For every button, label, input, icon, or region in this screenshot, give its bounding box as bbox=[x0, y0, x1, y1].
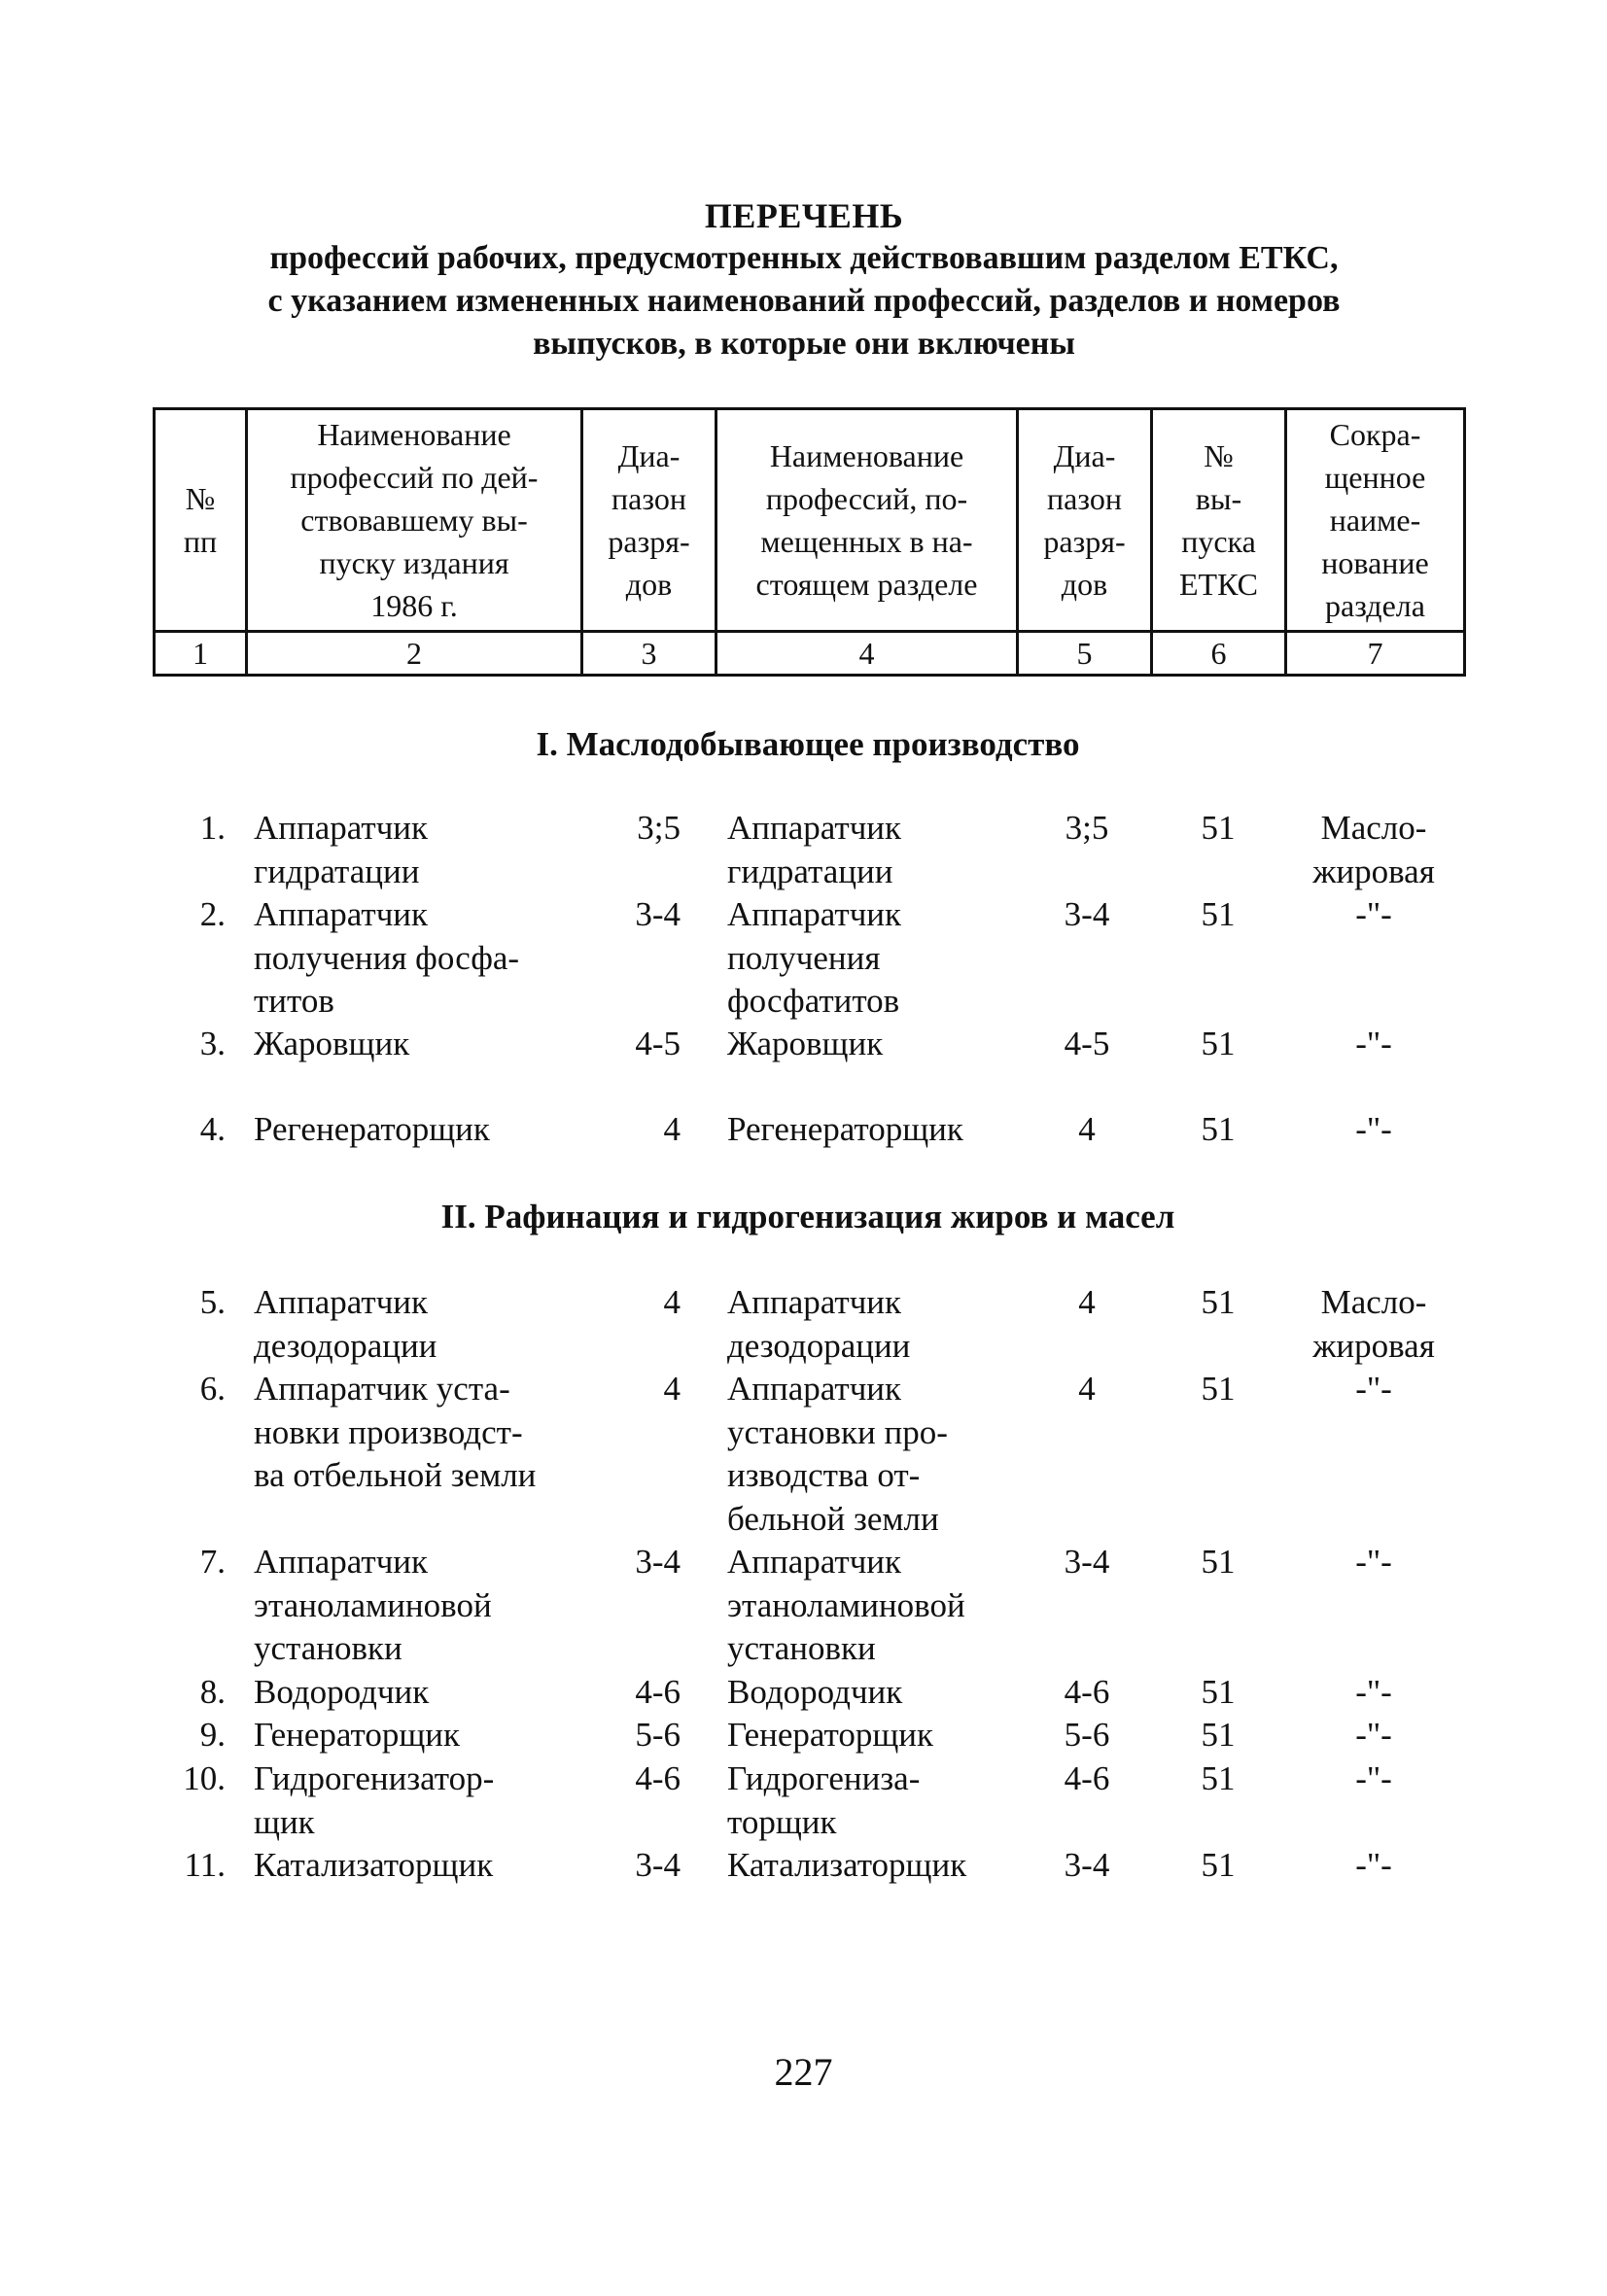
row-number: 7. bbox=[199, 1543, 226, 1581]
col-number: 4 bbox=[716, 632, 1018, 676]
document-title bbox=[146, 194, 1462, 365]
old-range: 3;5 bbox=[637, 809, 681, 847]
issue-number: 51 bbox=[1201, 809, 1236, 847]
old-profession-name: Аппаратчик получения фосфа- титов bbox=[254, 895, 520, 1020]
section-short-name: Масло- жировая bbox=[1312, 809, 1435, 890]
section-short-name: Масло- жировая bbox=[1312, 1283, 1435, 1365]
new-profession-name: Аппаратчик этаноламиновой установки bbox=[727, 1543, 965, 1667]
old-range: 3-4 bbox=[635, 1543, 681, 1581]
row-number: 9. bbox=[199, 1716, 226, 1754]
col-header-issue: № вы- пуска ЕТКС bbox=[1152, 409, 1286, 632]
col-header-old-profession: Наименование профессий по дей- ствовавшему вы- пуску издания 1986 г. bbox=[247, 409, 582, 632]
row-number: 1. bbox=[199, 809, 226, 847]
new-range: 3-4 bbox=[1064, 1846, 1110, 1884]
new-range: 4 bbox=[1078, 1370, 1096, 1408]
row-number: 3. bbox=[199, 1025, 226, 1062]
new-profession-name: Регенераторщик bbox=[727, 1110, 963, 1148]
old-range: 3-4 bbox=[635, 895, 681, 933]
old-range: 4 bbox=[663, 1283, 681, 1321]
new-profession-name: Аппаратчик гидратации bbox=[727, 809, 902, 890]
row-number: 8. bbox=[199, 1673, 226, 1711]
issue-number: 51 bbox=[1201, 1370, 1236, 1408]
row-number: 5. bbox=[199, 1283, 226, 1321]
old-range: 4-6 bbox=[635, 1673, 681, 1711]
page-number: 227 bbox=[774, 2050, 833, 2094]
old-profession-name: Катализаторщик bbox=[254, 1846, 494, 1884]
new-profession-name: Водородчик bbox=[727, 1673, 903, 1711]
new-range: 4-6 bbox=[1064, 1673, 1110, 1711]
old-profession-name: Водородчик bbox=[254, 1673, 430, 1711]
col-number: 5 bbox=[1018, 632, 1152, 676]
col-number: 7 bbox=[1286, 632, 1465, 676]
issue-number: 51 bbox=[1201, 1110, 1236, 1148]
issue-number: 51 bbox=[1201, 1673, 1236, 1711]
row-number: 2. bbox=[199, 895, 226, 933]
old-profession-name: Аппаратчик гидратации bbox=[254, 809, 429, 890]
issue-number: 51 bbox=[1201, 1283, 1236, 1321]
row-number: 6. bbox=[199, 1370, 226, 1408]
new-profession-name: Гидрогениза- торщик bbox=[727, 1759, 921, 1841]
section-short-name: -"- bbox=[1355, 1673, 1392, 1711]
section-short-name: -"- bbox=[1355, 1025, 1392, 1062]
column-header-table bbox=[153, 407, 1466, 677]
new-profession-name: Аппаратчик получения фосфатитов bbox=[727, 895, 902, 1020]
old-profession-name: Генераторщик bbox=[254, 1716, 461, 1754]
title-line-2: с указанием измененных наименований профессий, разделов и номеров bbox=[267, 283, 1341, 319]
col-number: 6 bbox=[1152, 632, 1286, 676]
col-header-number: № пп bbox=[155, 409, 247, 632]
title-line-1: профессий рабочих, предусмотренных действовавшим разделом ЕТКС, bbox=[269, 240, 1339, 276]
old-profession-name: Аппаратчик уста- новки производст- ва отбельной земли bbox=[254, 1370, 537, 1494]
section-short-name: -"- bbox=[1355, 1543, 1392, 1581]
section-short-name: -"- bbox=[1355, 1716, 1392, 1754]
section-short-name: -"- bbox=[1355, 1759, 1392, 1797]
section-title-2: II. Рафинация и гидрогенизация жиров и масел bbox=[440, 1198, 1175, 1235]
old-range: 4 bbox=[663, 1110, 681, 1148]
old-profession-name: Аппаратчик этаноламиновой установки bbox=[254, 1543, 492, 1667]
section-short-name: -"- bbox=[1355, 1110, 1392, 1148]
new-range: 3-4 bbox=[1064, 895, 1110, 933]
new-range: 3;5 bbox=[1065, 809, 1109, 847]
old-range: 3-4 bbox=[635, 1846, 681, 1884]
title-line-3: выпусков, в которые они включены bbox=[533, 326, 1075, 362]
old-profession-name: Регенераторщик bbox=[254, 1110, 490, 1148]
new-range: 3-4 bbox=[1064, 1543, 1110, 1581]
row-number: 10. bbox=[183, 1759, 226, 1797]
new-profession-name: Генераторщик bbox=[727, 1716, 934, 1754]
old-range: 5-6 bbox=[635, 1716, 681, 1754]
new-range: 4-6 bbox=[1064, 1759, 1110, 1797]
issue-number: 51 bbox=[1201, 1846, 1236, 1884]
new-range: 4 bbox=[1078, 1110, 1096, 1148]
new-range: 4-5 bbox=[1064, 1025, 1110, 1062]
issue-number: 51 bbox=[1201, 1025, 1236, 1062]
new-profession-name: Жаровщик bbox=[727, 1025, 884, 1062]
new-range: 4 bbox=[1078, 1283, 1096, 1321]
col-number: 3 bbox=[582, 632, 716, 676]
section-title-1: I. Маслодобывающее производство bbox=[536, 725, 1080, 763]
old-range: 4 bbox=[663, 1370, 681, 1408]
new-profession-name: Катализаторщик bbox=[727, 1846, 967, 1884]
issue-number: 51 bbox=[1201, 1759, 1236, 1797]
col-header-old-range: Диа- пазон разря- дов bbox=[582, 409, 716, 632]
new-profession-name: Аппаратчик установки про- изводства от- бельной земли bbox=[727, 1370, 948, 1538]
issue-number: 51 bbox=[1201, 895, 1236, 933]
old-profession-name: Аппаратчик дезодорации bbox=[254, 1283, 437, 1365]
old-range: 4-6 bbox=[635, 1759, 681, 1797]
header-row bbox=[155, 409, 1465, 632]
old-profession-name: Гидрогенизатор- щик bbox=[254, 1759, 495, 1841]
new-range: 5-6 bbox=[1064, 1716, 1110, 1754]
issue-number: 51 bbox=[1201, 1716, 1236, 1754]
col-number: 1 bbox=[155, 632, 247, 676]
col-header-new-range: Диа- пазон разря- дов bbox=[1018, 409, 1152, 632]
section-short-name: -"- bbox=[1355, 1846, 1392, 1884]
old-profession-name: Жаровщик bbox=[254, 1025, 410, 1062]
col-header-section: Сокра- щенное наиме- нование раздела bbox=[1286, 409, 1465, 632]
section-short-name: -"- bbox=[1355, 1370, 1392, 1408]
old-range: 4-5 bbox=[635, 1025, 681, 1062]
col-number: 2 bbox=[247, 632, 582, 676]
section-short-name: -"- bbox=[1355, 895, 1392, 933]
row-number: 11. bbox=[184, 1846, 226, 1884]
issue-number: 51 bbox=[1201, 1543, 1236, 1581]
row-number: 4. bbox=[199, 1110, 226, 1148]
col-header-new-profession: Наименование профессий, по- мещенных в на- стоящем разделе bbox=[716, 409, 1018, 632]
column-number-row bbox=[155, 632, 1465, 676]
title-heading: ПЕРЕЧЕНЬ bbox=[704, 196, 904, 235]
new-profession-name: Аппаратчик дезодорации bbox=[727, 1283, 911, 1365]
